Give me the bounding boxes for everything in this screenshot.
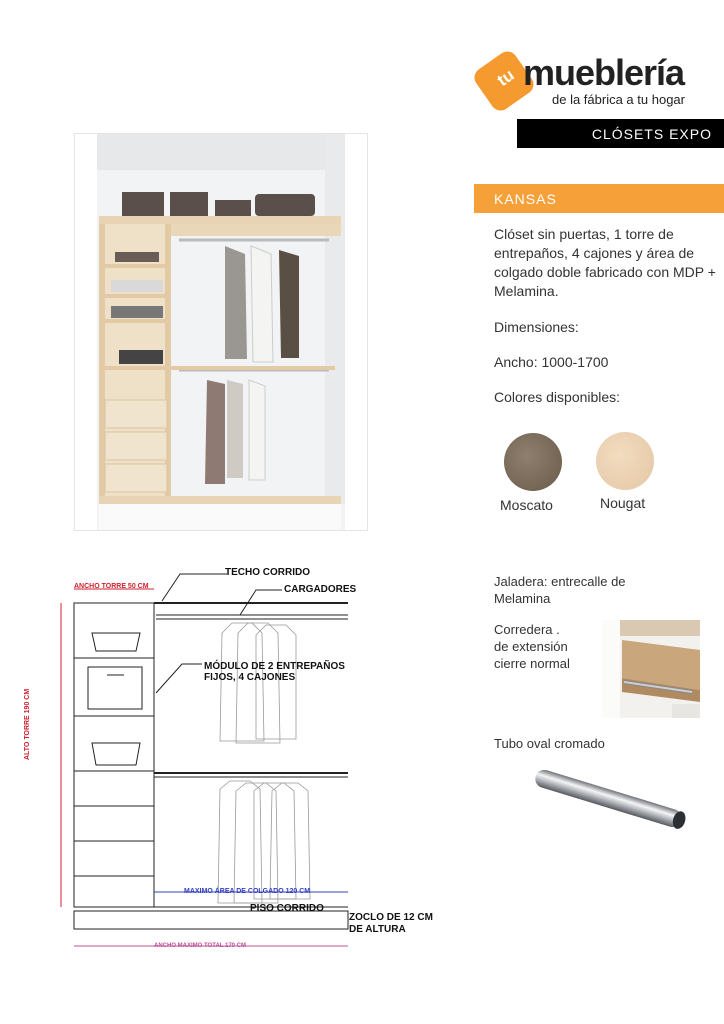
dimensions-label: Dimensiones: [494, 319, 579, 335]
drawer-slide-photo [602, 620, 700, 718]
label-modulo: MÓDULO DE 2 ENTREPAÑOS FIJOS, 4 CAJONES [204, 661, 345, 683]
product-description: Clóset sin puertas, 1 torre de entrepaños, 4 cajones y área de colgado doble fabricado con MDP + Melamina. [494, 226, 716, 299]
product-title: KANSAS [474, 184, 724, 213]
colors-label: Colores disponibles: [494, 389, 621, 405]
color-name-moscato: Moscato [500, 497, 553, 513]
chrome-tube-image [526, 770, 694, 830]
color-swatch-nougat [596, 432, 654, 490]
color-swatch-moscato [504, 433, 562, 491]
logo-wordmark: mueblería [523, 52, 685, 93]
feature-handle: Jaladera: entrecalle de Melamina [494, 574, 626, 606]
color-name-nougat: Nougat [600, 495, 646, 511]
section-header: CLÓSETS EXPO [517, 119, 724, 148]
label-ancho-torre: ANCHO TORRE 50 CM [74, 583, 149, 590]
feature-tube: Tubo oval cromado [494, 736, 605, 751]
label-alto-torre: ALTO TORRE 190 CM [24, 688, 31, 760]
label-ancho-total: ANCHO MAXIMO TOTAL 170 CM [154, 943, 247, 949]
label-cargadores: CARGADORES [284, 584, 357, 595]
product-info [494, 225, 719, 407]
width-value: Ancho: 1000-1700 [494, 354, 609, 370]
closet-photo [74, 133, 368, 531]
label-area-colgado: MAXIMO ÁREA DE COLGADO 120 CM [184, 888, 311, 895]
label-zoclo: ZOCLO DE 12 CM DE ALTURA [349, 912, 433, 935]
logo-tagline: de la fábrica a tu hogar [552, 92, 685, 107]
label-piso: PISO CORRIDO [250, 903, 324, 914]
label-techo: TECHO CORRIDO [225, 567, 310, 578]
logo-badge-text: tu [493, 65, 518, 90]
feature-slide: Corredera . de extensión cierre normal [494, 622, 570, 671]
